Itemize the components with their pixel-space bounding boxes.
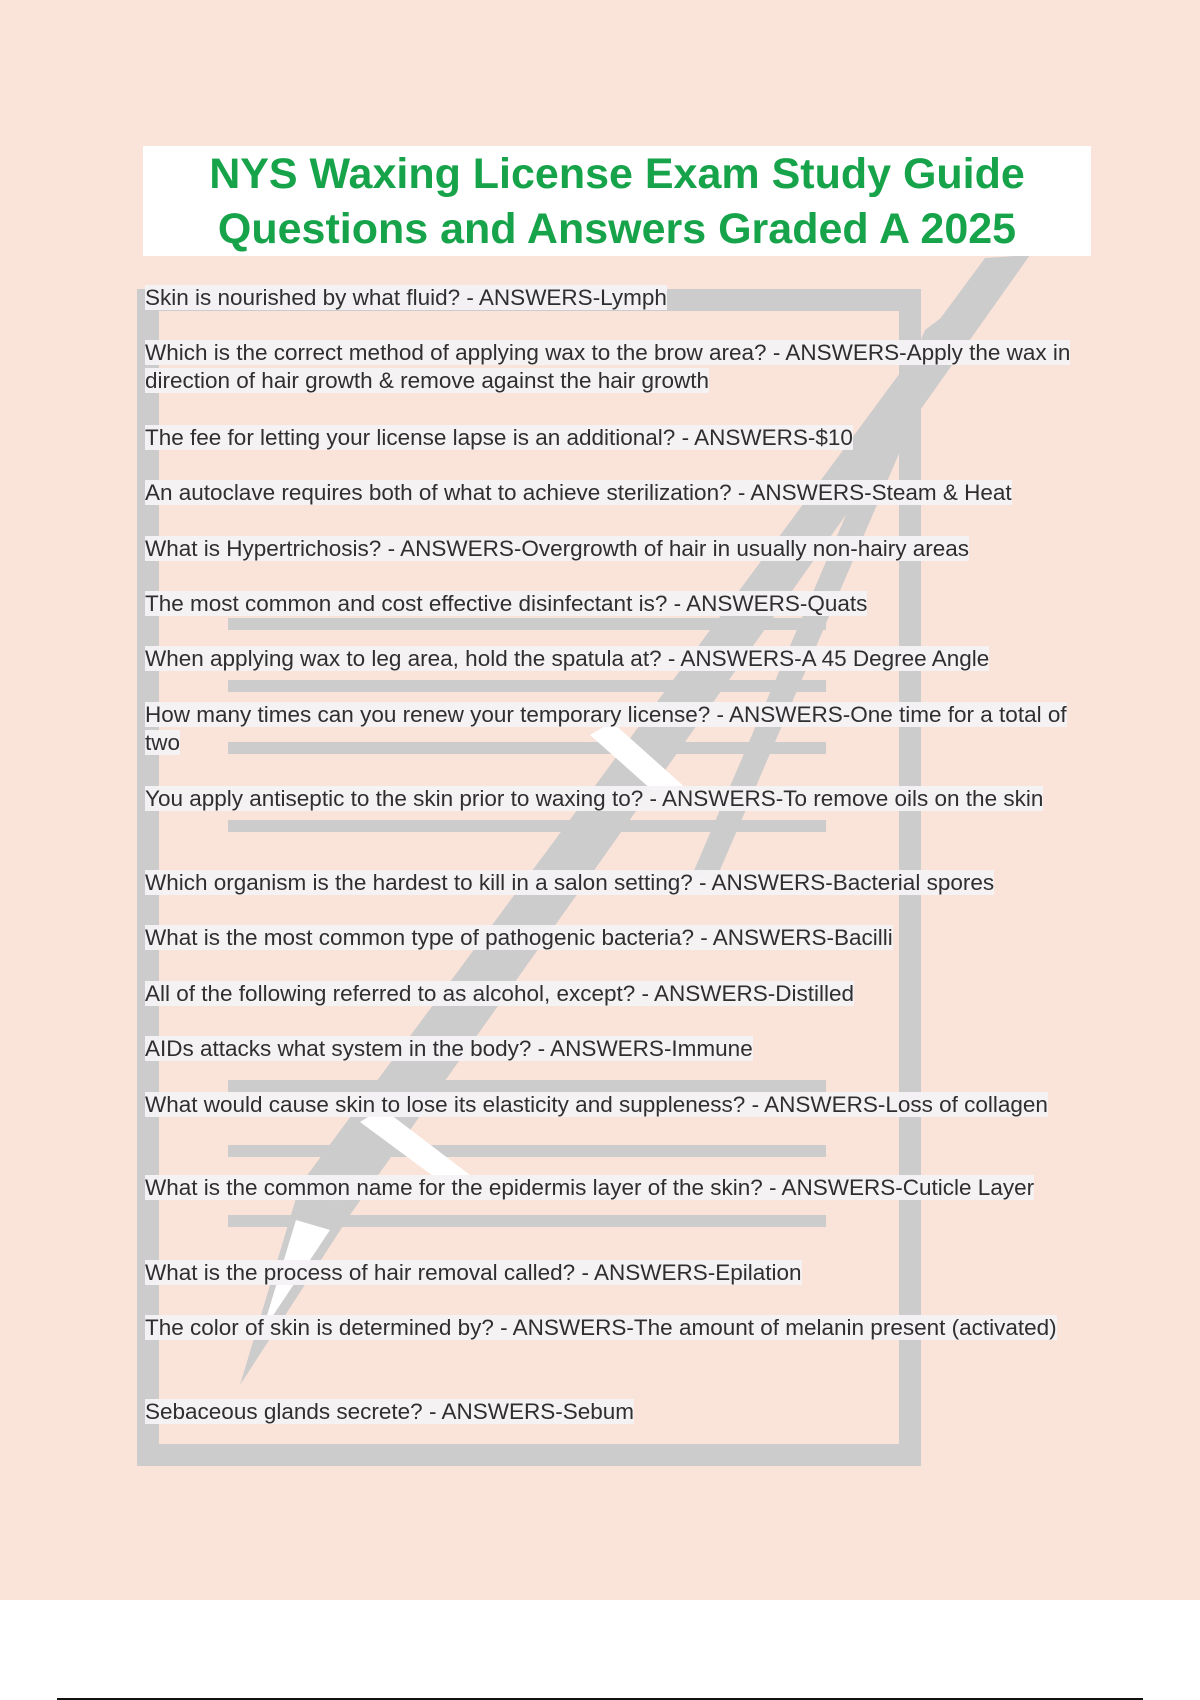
- qa-item: What would cause skin to lose its elasticity and suppleness? - ANSWERS-Loss of collagen: [145, 1092, 1048, 1117]
- title-line-1: NYS Waxing License Exam Study Guide: [209, 150, 1025, 198]
- qa-item: Skin is nourished by what fluid? - ANSWERS-Lymph: [145, 285, 667, 310]
- qa-item: When applying wax to leg area, hold the spatula at? - ANSWERS-A 45 Degree Angle: [145, 646, 990, 671]
- qa-item: Sebaceous glands secrete? - ANSWERS-Sebum: [145, 1399, 634, 1424]
- document-title: [143, 146, 1091, 256]
- qa-item: What is the common name for the epidermis layer of the skin? - ANSWERS-Cuticle Layer: [145, 1175, 1035, 1200]
- title-line-2: Questions and Answers Graded A 2025: [217, 205, 1017, 253]
- qa-item: AIDs attacks what system in the body? - ANSWERS-Immune: [145, 1036, 753, 1061]
- qa-item: The color of skin is determined by? - ANSWERS-The amount of melanin present (activated): [145, 1315, 1057, 1340]
- qa-item: The fee for letting your license lapse is an additional? - ANSWERS-$10: [145, 425, 853, 450]
- qa-item: What is the process of hair removal called? - ANSWERS-Epilation: [145, 1260, 802, 1285]
- qa-item: An autoclave requires both of what to achieve sterilization? - ANSWERS-Steam & Heat: [145, 480, 1012, 505]
- qa-item: Which is the correct method of applying wax to the brow area? - ANSWERS-Apply the wax in direction of hair growth & remove against the hair growth: [145, 340, 1071, 393]
- qa-item: Which organism is the hardest to kill in a salon setting? - ANSWERS-Bacterial spores: [145, 870, 995, 895]
- qa-item: What is the most common type of pathogenic bacteria? - ANSWERS-Bacilli: [145, 925, 893, 950]
- qa-item: All of the following referred to as alcohol, except? - ANSWERS-Distilled: [145, 981, 855, 1006]
- qa-item: What is Hypertrichosis? - ANSWERS-Overgrowth of hair in usually non-hairy areas: [145, 536, 970, 561]
- qa-item: How many times can you renew your temporary license? - ANSWERS-One time for a total of two: [145, 702, 1067, 755]
- qa-item: The most common and cost effective disinfectant is? - ANSWERS-Quats: [145, 591, 868, 616]
- qa-item: You apply antiseptic to the skin prior to waxing to? - ANSWERS-To remove oils on the skin: [145, 786, 1044, 811]
